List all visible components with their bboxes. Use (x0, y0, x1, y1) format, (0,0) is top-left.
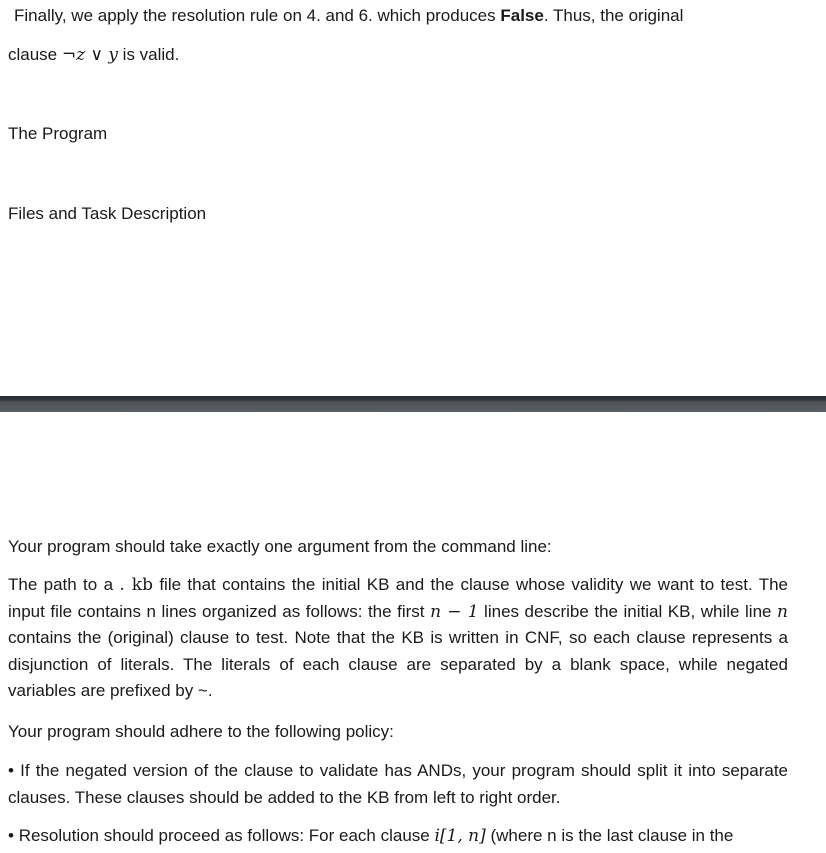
text: is valid. (117, 45, 180, 64)
bullet-icon: • (8, 826, 14, 845)
kb-extension: . kb (119, 575, 153, 595)
n-variable: n (777, 601, 788, 622)
clause-index: i[1, n] (434, 826, 486, 846)
text: clause (8, 45, 62, 64)
conclusion-line-2 (8, 45, 179, 65)
text: contains the (original) clause to test. Note that the KB is written in CNF, so each clause represents a disjunction of literals. The literals of each clause are separated by a blank space, while negated variables are prefixed by ~. (8, 628, 788, 700)
text: If the negated version of the clause to validate has ANDs, your program should split it into separate clauses. These clauses should be added to the KB from left to right order. (8, 761, 788, 807)
text: . Thus, the original (543, 6, 684, 25)
page-separator (0, 396, 826, 412)
policy-paragraph: Your program should adhere to the following policy: (8, 722, 394, 741)
bullet-resolution (8, 826, 733, 846)
text: Resolution should proceed as follows: For each clause (18, 826, 435, 845)
text: lines describe the initial KB, while line (478, 601, 778, 621)
false-keyword: False (500, 6, 544, 25)
heading-files-and-task: Files and Task Description (8, 204, 207, 223)
heading-the-program: The Program (8, 124, 108, 143)
text: file that contains the initial KB and the clause whose validity we want to test. The input file contains n lines organized as follows: the first (8, 575, 789, 621)
intro-paragraph: Your program should take exactly one argument from the command line: (8, 537, 552, 556)
input-file-paragraph (8, 572, 788, 705)
clause-formula: ¬z ∨ y (61, 45, 118, 65)
bullet-split-clauses (8, 758, 788, 811)
n-minus-one: n − 1 (430, 601, 479, 622)
conclusion-line-1 (14, 6, 683, 26)
text: The path to a (8, 575, 120, 594)
text: (where n is the last clause in the (485, 826, 734, 845)
text: Finally, we apply the resolution rule on 4. and 6. which produces (14, 6, 501, 25)
bullet-icon: • (8, 761, 14, 780)
